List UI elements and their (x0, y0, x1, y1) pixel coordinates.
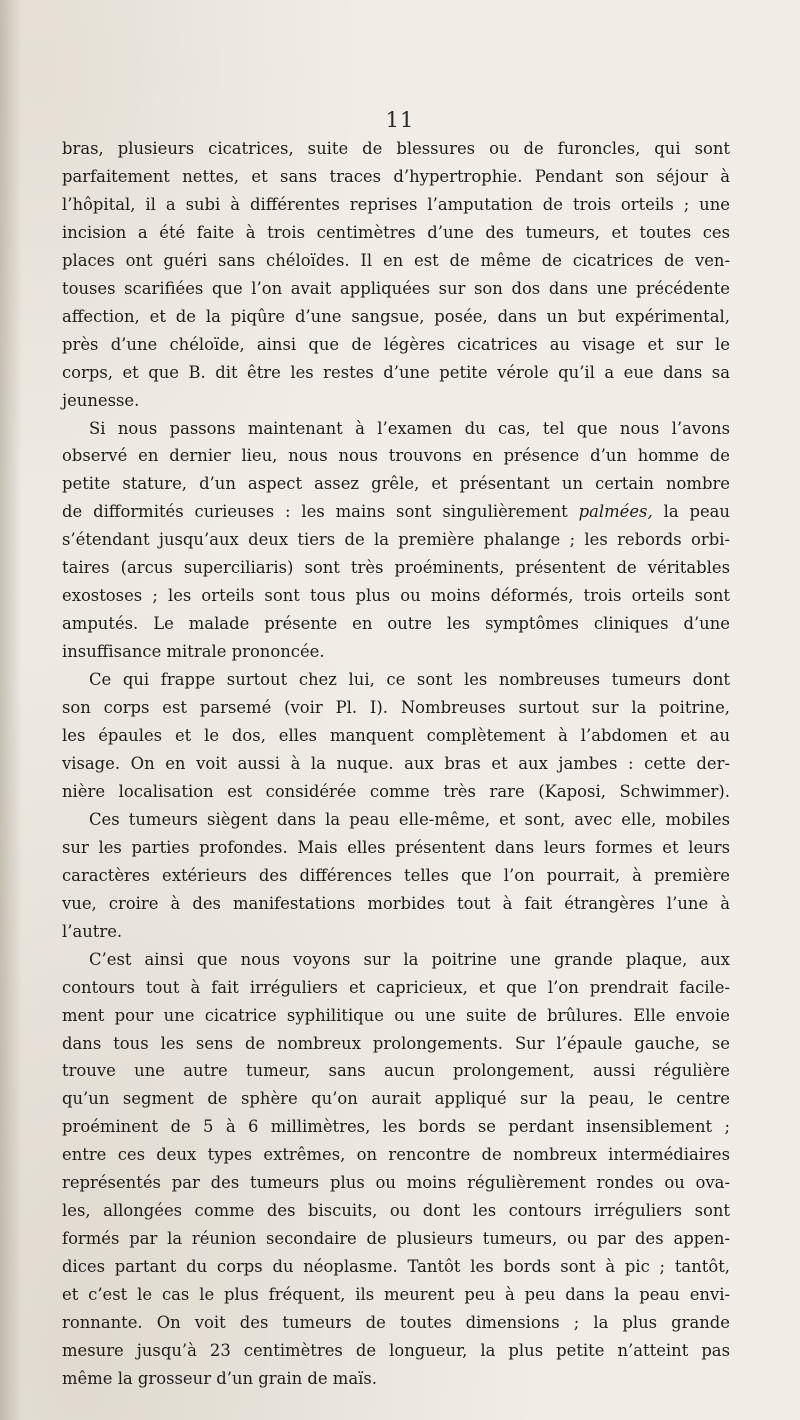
text-line: visage. On en voit aussi à la nuque. aux bras et aux jambes : cette der- (62, 753, 730, 773)
text-line: mesure jusqu’à 23 centimètres de longueur, la plus petite n’atteint pas (62, 1340, 730, 1360)
text-line: parfaitement nettes, et sans traces d’hypertrophie. Pendant son séjour à (62, 166, 730, 186)
text-line: dans tous les sens de nombreux prolongements. Sur l’épaule gauche, se (62, 1033, 730, 1053)
text-line: observé en dernier lieu, nous nous trouvons en présence d’un homme de (62, 446, 730, 466)
text-line: les, allongées comme des biscuits, ou dont les contours irréguliers sont (62, 1201, 730, 1221)
body-text (62, 135, 730, 1393)
text-line: l’hôpital, il a subi à différentes reprises l’amputation de trois orteils ; une (62, 194, 730, 214)
text-line: même la grosseur d’un grain de maïs. (62, 1368, 377, 1388)
text-line: vue, croire à des manifestations morbides tout à fait étrangères l’une à (62, 893, 730, 913)
text-line: incision a été faite à trois centimètres d’une des tumeurs, et toutes ces (62, 222, 730, 242)
text-line: son corps est parsemé (voir Pl. I). Nombreuses surtout sur la poitrine, (62, 698, 730, 718)
text-line: affection, et de la piqûre d’une sangsue, posée, dans un but expérimental, (62, 306, 730, 326)
text-line: petite stature, d’un aspect assez grêle, et présentant un certain nombre (62, 474, 730, 494)
text-line: formés par la réunion secondaire de plusieurs tumeurs, ou par des appen- (62, 1229, 730, 1249)
text-line: Ce qui frappe surtout chez lui, ce sont les nombreuses tumeurs dont (89, 670, 730, 690)
text-line: les épaules et le dos, elles manquent complètement à l’abdomen et au (62, 726, 730, 746)
text-line: Ces tumeurs siègent dans la peau elle-même, et sont, avec elle, mobiles (89, 809, 730, 829)
text-line (62, 498, 730, 526)
text-line: représentés par des tumeurs plus ou moins régulièrement rondes ou ova- (62, 1173, 730, 1193)
text-line: corps, et que B. dit être les restes d’une petite vérole qu’il a eue dans sa (62, 362, 730, 382)
text-line: exostoses ; les orteils sont tous plus ou moins déformés, trois orteils sont (62, 586, 730, 606)
text-line: insuffisance mitrale prononcée. (62, 642, 325, 662)
italic-term: palmées, (578, 502, 653, 522)
text-line: ronnante. On voit des tumeurs de toutes dimensions ; la plus grande (62, 1313, 730, 1333)
text-line: Si nous passons maintenant à l’examen du cas, tel que nous l’avons (89, 418, 730, 438)
text-line: s’étendant jusqu’aux deux tiers de la première phalange ; les rebords orbi- (62, 530, 730, 550)
text-line: places ont guéri sans chéloïdes. Il en est de même de cicatrices de ven- (62, 250, 730, 270)
text-line: bras, plusieurs cicatrices, suite de blessures ou de furoncles, qui sont (62, 139, 730, 158)
text-line: proéminent de 5 à 6 millimètres, les bords se perdant insensiblement ; (62, 1117, 730, 1137)
text-line: entre ces deux types extrêmes, on rencontre de nombreux intermédiaires (62, 1145, 730, 1165)
text-line: contours tout à fait irréguliers et capricieux, et que l’on prendrait facile- (62, 977, 730, 997)
text-line: jeunesse. (62, 390, 140, 410)
text-line: trouve une autre tumeur, sans aucun prolongement, aussi régulière (62, 1061, 730, 1081)
text-line: touses scarifiées que l’on avait appliquées sur son dos dans une précédente (62, 278, 730, 298)
text-line: dices partant du corps du néoplasme. Tantôt les bords sont à pic ; tantôt, (62, 1257, 730, 1277)
text-segment: de difformités curieuses : les mains sont singulièrement (62, 502, 579, 522)
text-line: qu’un segment de sphère qu’on aurait appliqué sur la peau, le centre (62, 1089, 730, 1109)
page-number: 11 (385, 108, 415, 132)
text-line: amputés. Le malade présente en outre les symptômes cliniques d’une (62, 614, 730, 634)
text-line: et c’est le cas le plus fréquent, ils meurent peu à peu dans la peau envi- (62, 1285, 730, 1305)
text-line: nière localisation est considérée comme très rare (Kaposi, Schwimmer). (62, 781, 730, 801)
page-binding-shadow (0, 0, 22, 1420)
text-line: près d’une chéloïde, ainsi que de légères cicatrices au visage et sur le (62, 334, 730, 354)
text-line: C’est ainsi que nous voyons sur la poitrine une grande plaque, aux (89, 949, 730, 969)
text-line: caractères extérieurs des différences telles que l’on pourrait, à première (62, 865, 730, 885)
text-line: l’autre. (62, 921, 123, 941)
text-line: ment pour une cicatrice syphilitique ou une suite de brûlures. Elle envoie (62, 1005, 730, 1025)
text-line: taires (arcus superciliaris) sont très proéminents, présentent de véritables (62, 558, 730, 578)
text-line: sur les parties profondes. Mais elles présentent dans leurs formes et leurs (62, 837, 730, 857)
text-segment: la peau (652, 502, 730, 522)
